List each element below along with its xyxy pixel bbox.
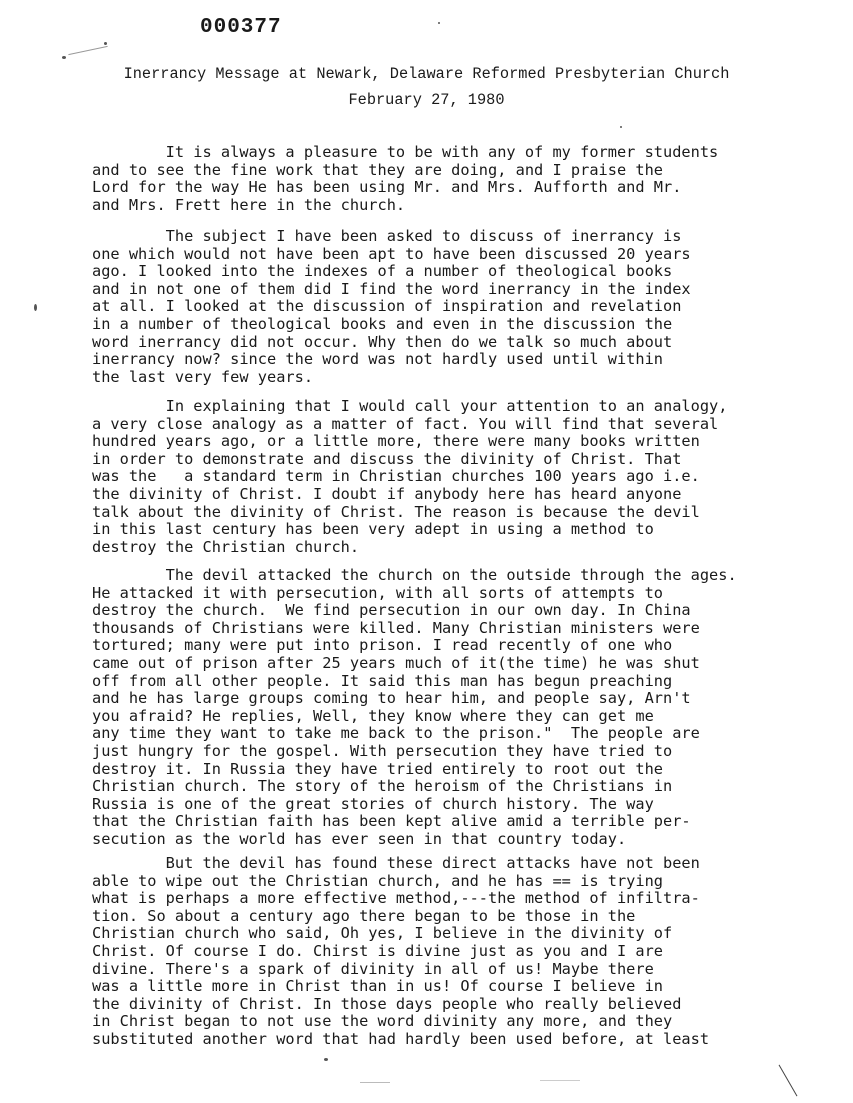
scan-speck xyxy=(324,1058,328,1061)
paragraph-3: In explaining that I would call your attention to an analogy, a very close analogy as a matter of fact. You will find that several hundred years ago, or a little more, there were many books written in order to demonstrate and discuss the divinity of Christ. That was the a standard term in Christian churches 100 years ago i.e. the divinity of Christ. I doubt if anybody here has heard anyone talk about the divinity of Christ. The reason is because the devil in this last century has been very adept in using a method to destroy the Christian church. xyxy=(92,397,728,556)
scan-scratch xyxy=(540,1080,580,1081)
scan-scratch xyxy=(360,1082,390,1083)
document-number: 000377 xyxy=(200,16,282,39)
document-title: Inerrancy Message at Newark, Delaware Reformed Presbyterian Church xyxy=(123,65,730,83)
scan-speck xyxy=(438,22,440,24)
scan-scratch xyxy=(68,46,107,55)
paragraph-5: But the devil has found these direct attacks have not been able to wipe out the Christian church, and he has == is trying what is perhaps a more effective method,---the method of infiltra- tion. So about a century ago there began to be those in the Christian church who said, Oh yes, I believe in the divinity of Christ. Of course I do. Chirst is divine just as you and I are divine. There's a spark of divinity in all of us! Maybe there was a little more in Christ than in us! Of course I believe in the divinity of Christ. In those days people who really believed in Christ began to not use the word divinity any more, and they substituted another word that had hardly been used before, at least xyxy=(92,854,710,1048)
scan-scratch xyxy=(779,1065,798,1097)
paragraph-4: The devil attacked the church on the outside through the ages. He attacked it with persecution, with all sorts of attempts to destroy the church. We find persecution in our own day. In China thousands of Christians were killed. Many Christian ministers were tortured; many were put into prison. I read recently of one who came out of prison after 25 years much of it(the time) he was shut off from all other people. It said this man has begun preaching and he has large groups coming to hear him, and people say, Arn't you afraid? He replies, Well, they know where they can get me any time they want to take me back to the prison." The people are just hungry for the gospel. With persecution they have tried to destroy it. In Russia they have tried entirely to root out the Christian church. The story of the heroism of the Christians in Russia is one of the great stories of church history. The way that the Christian faith has been kept alive amid a terrible per- secution as the world has ever seen in that country today. xyxy=(92,566,737,848)
paragraph-1: It is always a pleasure to be with any of my former students and to see the fine work that they are doing, and I praise the Lord for the way He has been using Mr. and Mrs. Aufforth and Mr. and Mrs. Frett here in the church. xyxy=(92,143,719,214)
paragraph-2: The subject I have been asked to discuss of inerrancy is one which would not have been apt to have been discussed 20 years ago. I looked into the indexes of a number of theological books and in not one of them did I find the word inerrancy in the index at all. I looked at the discussion of inspiration and revelation in a number of theological books and even in the discussion the word inerrancy did not occur. Why then do we talk so much about inerrancy now? since the word was not hardly used until within the last very few years. xyxy=(92,227,691,386)
scan-speck xyxy=(34,304,37,311)
scan-speck xyxy=(620,126,622,128)
scan-speck xyxy=(104,42,107,45)
document-date: February 27, 1980 xyxy=(348,91,505,109)
scan-speck xyxy=(62,56,66,59)
